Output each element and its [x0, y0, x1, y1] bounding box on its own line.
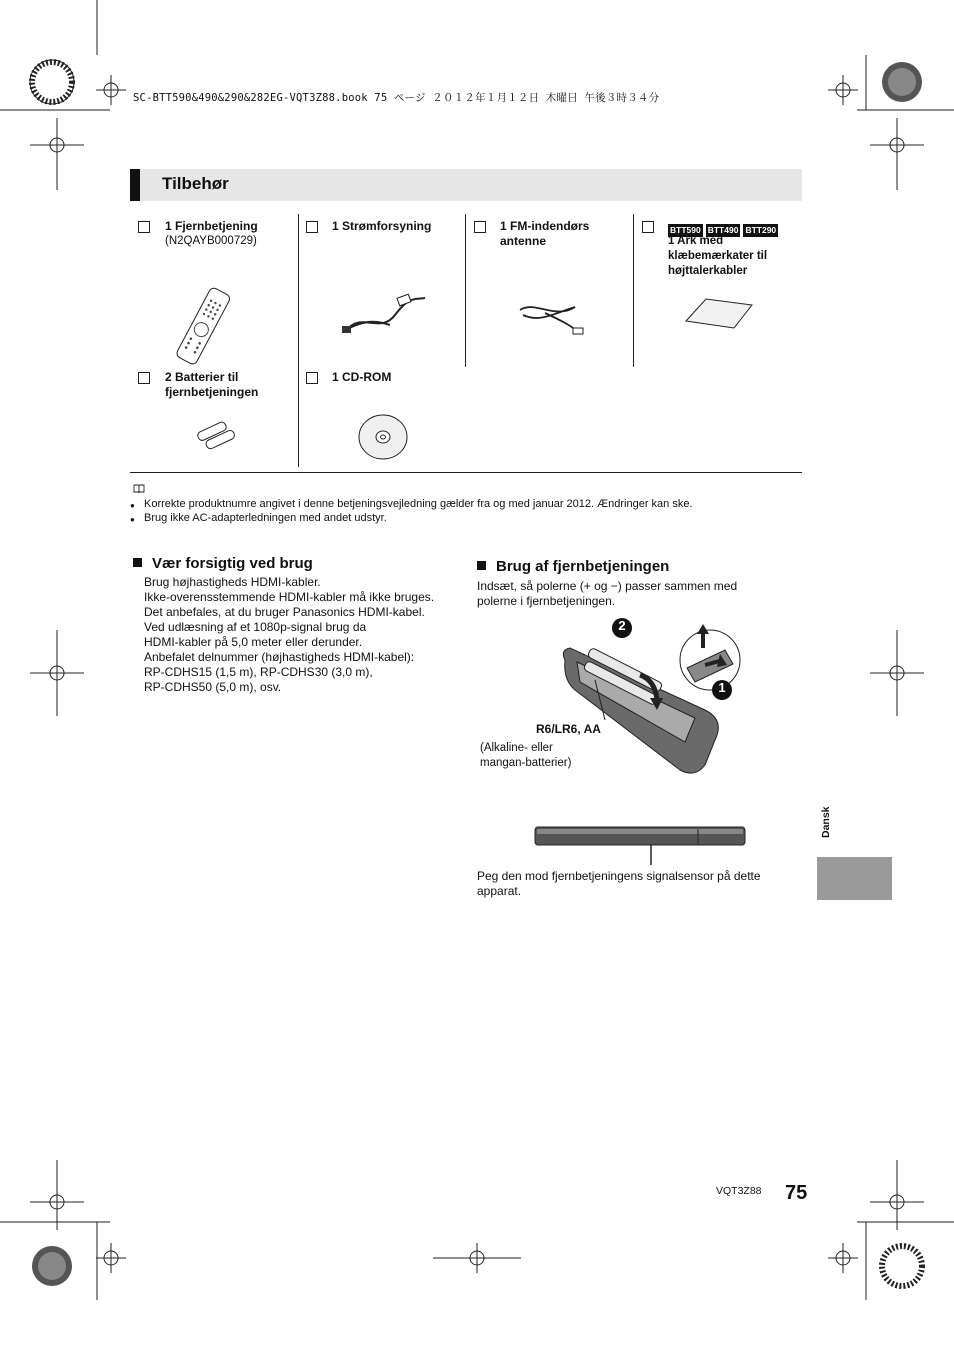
- section-title-bar: [130, 169, 802, 201]
- document-code: VQT3Z88: [716, 1185, 762, 1197]
- page-number: 75: [785, 1182, 808, 1204]
- print-header: SC-BTT590&490&290&282EG-VQT3Z88.book 75 ページ ２０１２年１月１２日 木曜日 午後３時３４分: [133, 92, 660, 104]
- fm-antenna-image: [515, 295, 590, 340]
- battery-type-note: (Alkaline- eller mangan-batterier): [480, 742, 572, 769]
- model-badge: BTT490: [707, 225, 739, 235]
- grid-divider: [465, 214, 466, 367]
- cd-rom-image: [356, 413, 411, 461]
- caution-body: Brug højhastigheds HDMI-kabler. Ikke-overensstemmende HDMI-kabler må ikke bruges. Det anbefales, at du bruger Panasonics HDMI-kabel. Ved udlæsning af et 1080p-signal brug da HDMI-kabler på 5,0 meter eller derunder. Anbefalet delnummer (højhastigheds HDMI-kabel): RP-CDHS15 (1,5 m), RP-CDHS30 (3,0 m), RP-CDHS50 (5,0 m), osv.: [144, 575, 435, 694]
- accessory-label: 1 FM-indendørs antenne: [500, 219, 590, 248]
- accessory-label: 1 Ark med klæbemærkater til højttalerkabler: [668, 235, 768, 277]
- sticker-sheet-image: [684, 295, 754, 330]
- remote-usage-heading: [477, 558, 669, 575]
- step-1-marker: 1: [718, 680, 726, 695]
- language-tab-label: Dansk: [820, 806, 832, 838]
- checkbox[interactable]: [474, 221, 486, 233]
- heading-square-icon: [477, 561, 486, 570]
- book-icon: [133, 484, 145, 494]
- checkbox[interactable]: [642, 221, 654, 233]
- accessory-part-number: (N2QAYB000729): [165, 235, 257, 247]
- checkbox[interactable]: [306, 372, 318, 384]
- accessory-label: 1 CD-ROM: [332, 370, 392, 384]
- model-badge: BTT290: [745, 225, 777, 235]
- remote-usage-body: Indsæt, så polerne (+ og −) passer sammen med polerne i fjernbetjeningen.: [477, 579, 738, 608]
- heading-square-icon: [133, 558, 142, 567]
- remote-control-image: [168, 290, 243, 365]
- section-title: Tilbehør: [162, 174, 229, 193]
- remote-usage-heading-text: Brug af fjernbetjeningen: [496, 558, 670, 575]
- player-unit-illustration: [533, 825, 749, 870]
- accessory-label: 2 Batterier til fjernbetjeningen: [165, 370, 259, 399]
- caution-heading-text: Vær forsigtig ved brug: [152, 555, 313, 572]
- note-item: ● Korrekte produktnumre angivet i denne betjeningsvejledning gælder fra og med januar 2012. Ændringer kan ske.: [144, 497, 693, 511]
- accessory-label: 1 Fjernbetjening: [165, 219, 258, 233]
- checkbox[interactable]: [138, 221, 150, 233]
- checkbox[interactable]: [138, 372, 150, 384]
- battery-type-label: R6/LR6, AA: [536, 722, 601, 736]
- accessory-label: 1 Strømforsyning: [332, 219, 432, 233]
- grid-divider: [633, 214, 634, 367]
- power-cord-image: [340, 290, 430, 340]
- caution-heading: [133, 555, 313, 572]
- signal-sensor-note: Peg den mod fjernbetjeningens signalsensor på dette apparat.: [477, 869, 761, 898]
- step-2-marker: 2: [618, 618, 626, 633]
- grid-divider: [298, 214, 299, 467]
- section-marker: [130, 169, 140, 201]
- language-tab: [817, 857, 892, 900]
- remote-battery-illustration: [555, 620, 755, 785]
- grid-bottom-rule: [130, 472, 802, 473]
- note-item: ● Brug ikke AC-adapterledningen med andet udstyr.: [144, 511, 387, 525]
- checkbox[interactable]: [306, 221, 318, 233]
- model-badge: BTT590: [670, 225, 701, 235]
- batteries-image: [195, 420, 240, 450]
